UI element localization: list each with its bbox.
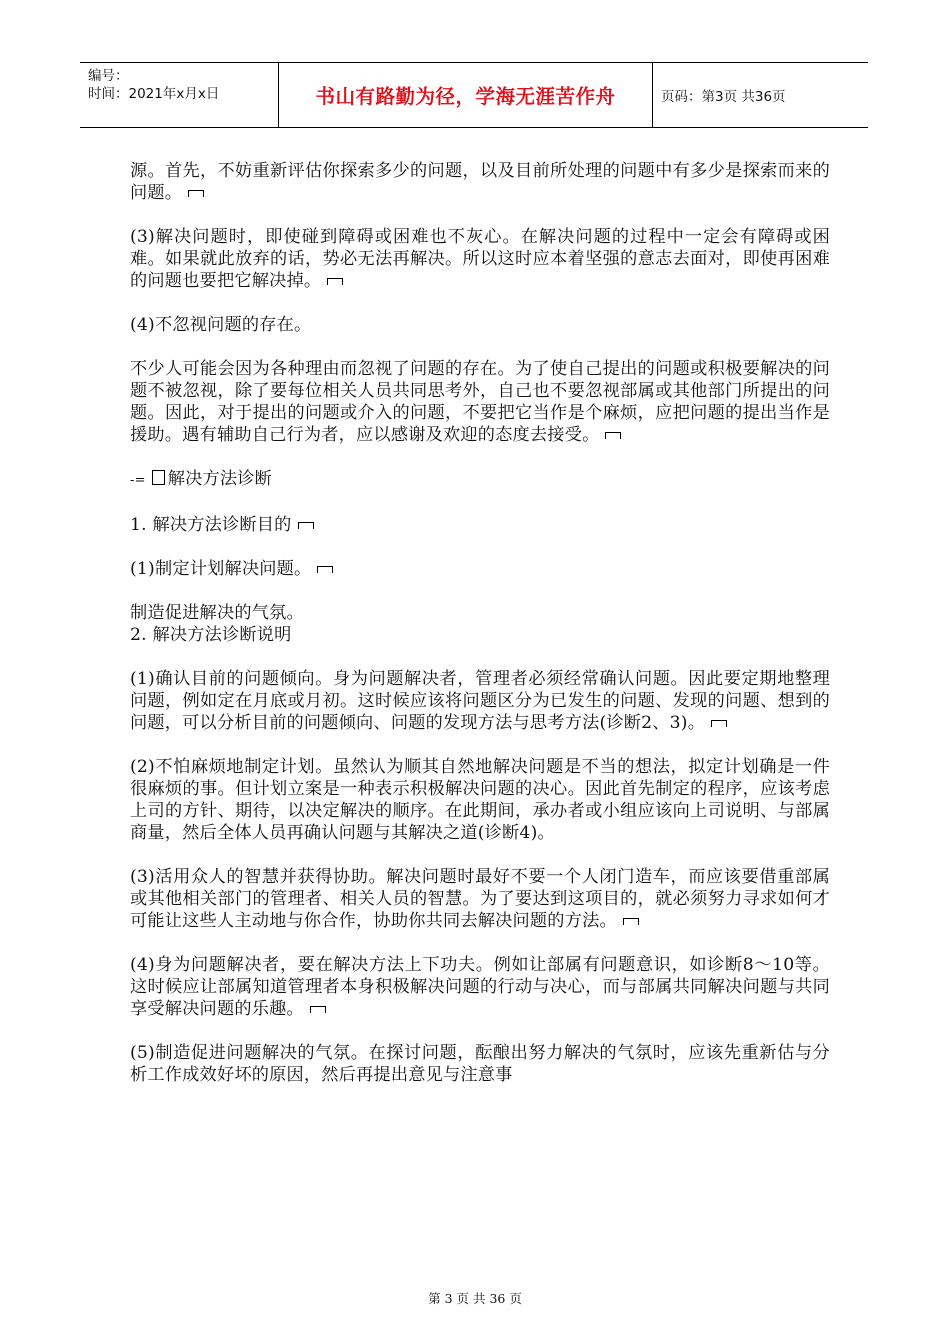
paragraph: 源。首先，不妨重新评估你探索多少的问题，以及目前所处理的问题中有多少是探索而来的问题。 xyxy=(130,161,830,203)
paragraph: 制造促进解决的气氛。 xyxy=(130,603,304,623)
paragraph: (3)解决问题时，即使碰到障碍或困难也不灰心。在解决问题的过程中一定会有障碍或困难。如果就此放弃的话，势必无法再解决。所以这时应本着坚强的意志去面对，即使再困难的问题也要把它解决掉。 xyxy=(130,227,830,291)
return-mark-icon xyxy=(605,432,621,439)
paragraph: (1)制定计划解决问题。 xyxy=(130,558,830,580)
section-heading: -= 解决方法诊断 xyxy=(130,469,273,489)
paragraph: (1)确认目前的问题倾向。身为问题解决者，管理者必须经常确认问题。因此要定期地整理问题，例如定在月底或月初。这时候应该将问题区分为已发生的问题、发现的问题、想到的问题，可以分析目前的问题倾向、问题的发现方法与思考方法(诊断2、3)。 xyxy=(130,669,830,733)
paragraph: (3)活用众人的智慧并获得协助。解决问题时最好不要一个人闭门造车，而应该要借重部属或其他相关部门的管理者、相关人员的智慧。为了要达到这项目的，就必须努力寻求如何才可能让这些人主动地与你合作，协助你共同去解决问题的方法。 xyxy=(130,867,830,931)
return-mark-icon xyxy=(623,918,639,925)
document-body xyxy=(130,160,830,1108)
subsection-heading: 2. 解决方法诊断说明 xyxy=(130,625,292,645)
box-glyph-icon xyxy=(152,470,165,485)
return-mark-icon xyxy=(327,278,343,285)
header-page-cell xyxy=(653,63,868,127)
page-header xyxy=(80,62,868,128)
paragraph: (4)身为问题解决者，要在解决方法上下功夫。例如让部属有问题意识，如诊断8～10等。这时候应让部属知道管理者本身积极解决问题的行动与决心，而与部属共同解决问题与共同享受解决问题的乐趣。 xyxy=(130,955,830,1019)
paragraph: 不少人可能会因为各种理由而忽视了问题的存在。为了使自己提出的问题或积极要解决的问题不被忽视，除了要每位相关人员共同思考外，自己也不要忽视部属或其他部门所提出的问题。因此，对于提出的问题或介入的问题，不要把它当作是个麻烦，应把问题的提出当作是援助。遇有辅助自己行为者，应以感谢及欢迎的态度去接受。 xyxy=(130,359,830,445)
section-prefix: -= xyxy=(130,473,146,488)
paragraph: (2)不怕麻烦地制定计划。虽然认为顺其自然地解决问题是不当的想法，拟定计划确是一件很麻烦的事。但计划立案是一种表示积极解决问题的决心。因此首先制定的程序，应该考虑上司的方针、期待，以决定解决的顺序。在此期间，承办者或小组应该向上司说明、与部属商量，然后全体人员再确认问题与其解决之道(诊断4)。 xyxy=(130,757,830,843)
header-meta xyxy=(80,63,279,127)
return-mark-icon xyxy=(711,720,727,727)
time-label: 时间：2021年x月x日 xyxy=(88,86,220,102)
return-mark-icon xyxy=(298,522,314,529)
paragraph: (5)制造促进问题解决的气氛。在探讨问题，酝酿出努力解决的气氛时，应该先重新估与分析工作成效好坏的原因，然后再提出意见与注意事 xyxy=(130,1043,830,1085)
return-mark-icon xyxy=(188,190,204,197)
return-mark-icon xyxy=(310,1006,326,1013)
return-mark-icon xyxy=(317,566,333,573)
paragraph: (4)不忽视问题的存在。 xyxy=(130,315,312,335)
page-info: 页码：第3页 共36页 xyxy=(661,89,786,105)
header-motto-cell xyxy=(279,63,653,127)
page-footer: 第 3 页 共 36 页 xyxy=(428,1291,522,1306)
subsection-heading: 1. 解决方法诊断目的 xyxy=(130,514,830,536)
motto: 书山有路勤为径，学海无涯苦作舟 xyxy=(315,85,616,108)
serial-label: 编号： xyxy=(88,68,129,84)
